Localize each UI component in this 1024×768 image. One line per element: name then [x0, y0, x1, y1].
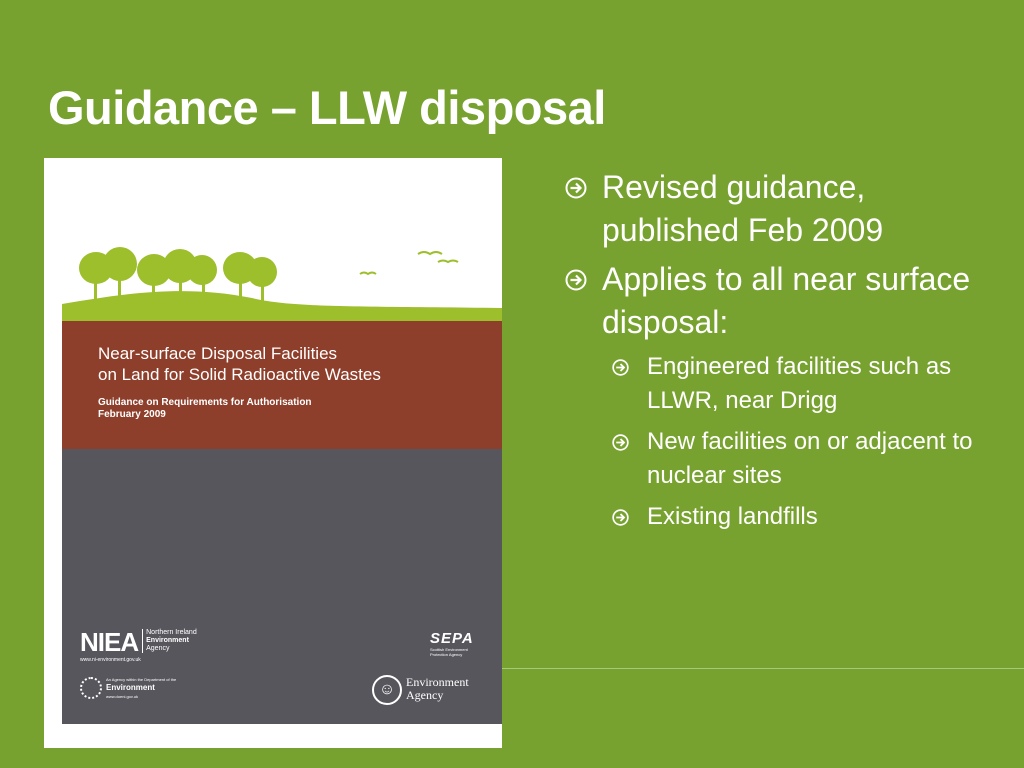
document-cover-frame — [44, 158, 502, 748]
circled-right-arrow-icon — [565, 269, 587, 291]
cover-lower-panel — [62, 449, 502, 724]
sub-bullet-text: Engineered facilities such as LLWR, near Drigg — [647, 353, 952, 414]
niea-logo-mark: NIEA — [80, 627, 139, 657]
niea-line2: Environment — [146, 637, 189, 644]
niea-line1: Northern Ireland — [146, 629, 197, 636]
circled-right-arrow-icon — [612, 509, 629, 526]
cover-subtitle — [98, 397, 312, 421]
niea-url: www.ni-environment.gov.uk — [80, 657, 141, 663]
bullet-text: Applies to all near surface disposal: — [602, 261, 971, 340]
cover-subtitle-line1: Guidance on Requirements for Authorisation — [98, 397, 312, 408]
cover-title-line1: Near-surface Disposal Facilities — [98, 344, 338, 363]
bullet-item — [560, 166, 1010, 252]
sepa-logo — [430, 631, 476, 657]
niea-logo — [80, 627, 197, 663]
ea-line1: Environment — [406, 675, 469, 689]
sepa-name: SEPA — [430, 630, 474, 647]
sepa-subtext: Scottish Environment Protection Agency — [430, 647, 468, 657]
sub-bullet-text: Existing landfills — [647, 503, 818, 530]
ea-line2: Agency — [406, 688, 444, 702]
doe-emblem-icon — [80, 677, 102, 699]
circled-right-arrow-icon — [612, 434, 629, 451]
divider-line — [502, 668, 1024, 669]
sub-bullet-item — [560, 425, 1010, 493]
circled-right-arrow-icon — [565, 177, 587, 199]
sub-bullet-item — [560, 500, 1010, 534]
environment-agency-emblem-icon: ☺ — [372, 675, 402, 705]
bullet-item — [560, 258, 1010, 344]
cover-date: February 2009 — [98, 409, 166, 420]
slide-title: Guidance – LLW disposal — [48, 81, 606, 134]
bullet-text: Revised guidance, published Feb 2009 — [602, 169, 884, 248]
bullet-list — [560, 166, 1010, 541]
niea-logo-text — [142, 629, 197, 653]
cover-title — [98, 343, 381, 385]
sub-bullet-text: New facilities on or adjacent to nuclear sites — [647, 428, 973, 489]
circled-right-arrow-icon — [612, 359, 629, 376]
niea-line3: Agency — [146, 645, 170, 652]
document-cover — [62, 158, 502, 724]
landscape-illustration — [62, 158, 502, 321]
doe-small-text: An Agency within the Department of the — [106, 677, 177, 682]
cover-title-line2: on Land for Solid Radioactive Wastes — [98, 365, 381, 384]
cover-title-band — [62, 321, 502, 449]
doe-url: www.doeni.gov.uk — [106, 694, 138, 699]
doe-name: Environment — [106, 683, 155, 692]
sub-bullet-item — [560, 350, 1010, 418]
environment-agency-name — [406, 676, 469, 702]
